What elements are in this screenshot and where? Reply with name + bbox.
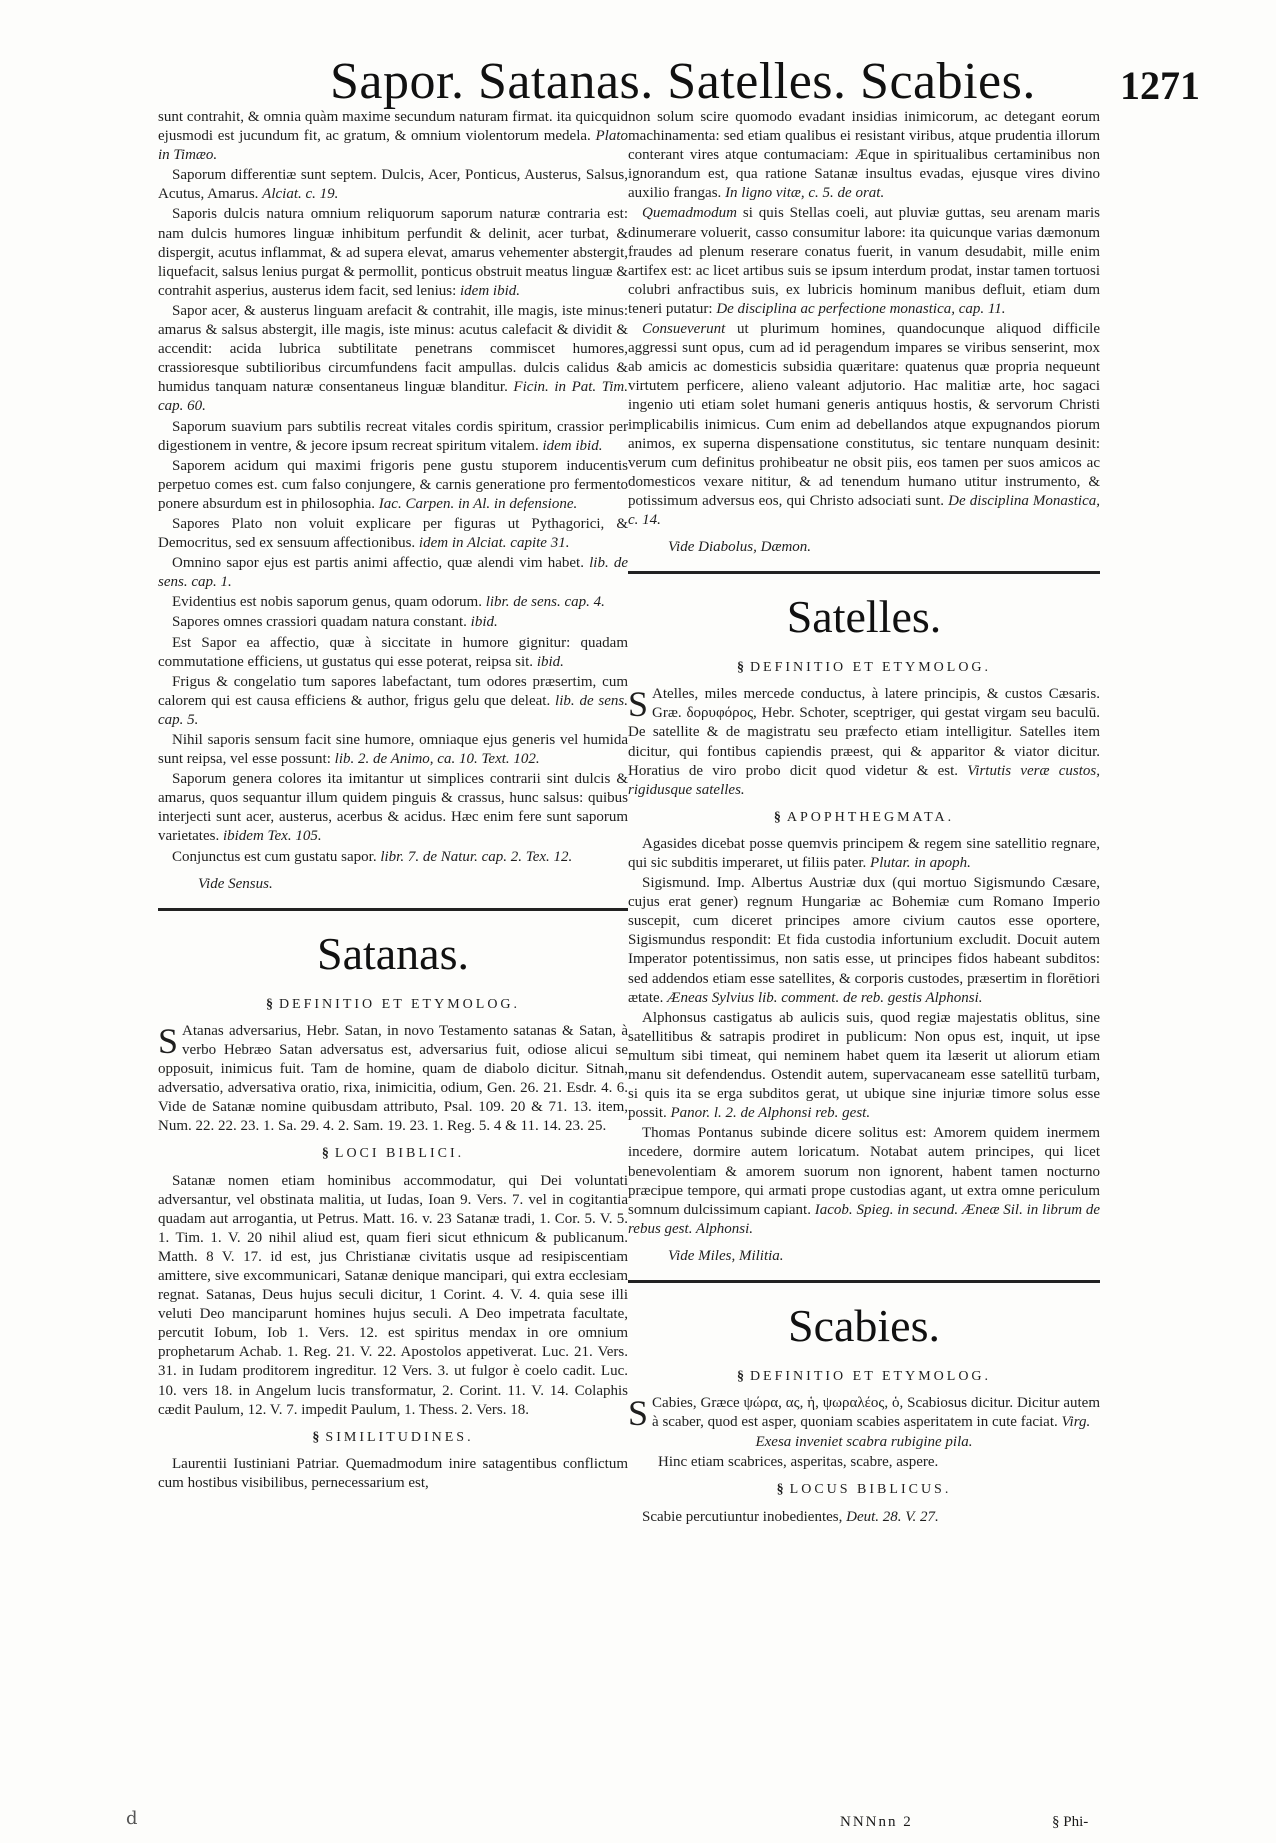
paragraph: Saporum suavium pars subtilis recreat vitales cordis spiritum, crassior per digestionem in ventre, & jecore ipsum recreat spiritum vitalem. idem ibid. bbox=[158, 418, 628, 454]
cross-reference: Vide Diabolus, Dæmon. bbox=[668, 539, 812, 556]
section-heading: § LOCUS BIBLICUS. bbox=[776, 1482, 952, 1498]
paragraph: Scabie percutiuntur inobedientes, Deut. 28. V. 27. bbox=[642, 1508, 939, 1525]
section-heading: § SIMILITUDINES. bbox=[312, 1429, 474, 1445]
drop-cap: S bbox=[158, 1020, 179, 1061]
paragraph: Sapores omnes crassiori quadam natura constant. ibid. bbox=[172, 614, 498, 631]
paragraph: Saporis dulcis natura omnium reliquorum saporum naturæ contraria est: nam dulcis humores linguæ inhibitum perfundit & delinit, acer turbat, & dispergit, acutus inflammat, & ad supera elevat, amarus vehementer abstergit, liquefacit, salsus lenius purgat & permollit, ponticus obstruit meatus linguæ & contrahit asperius, austerus idem facit, sed lenius: idem ibid. bbox=[158, 206, 628, 299]
section-heading: § APOPHTHEGMATA. bbox=[773, 809, 955, 825]
entry-title-satelles: Satelles. bbox=[786, 591, 942, 643]
signature-mark: NNNnn 2 bbox=[840, 1814, 913, 1830]
pilcrow-icon: § bbox=[736, 1368, 744, 1384]
section-heading: § DEFINITIO ET ETYMOLOG. bbox=[736, 1368, 992, 1384]
paragraph: Saporum genera colores ita imitantur ut simplices contrarii sint dulcis & amarus, quos sequantur illum quidem pinguis & crassus, hunc salsus: quibus interjecti sunt acer, austerus, acerbus & acidus. Hæc enim fere sunt saporum varietates. ibidem Tex. 105. bbox=[158, 771, 628, 845]
entry-title-scabies: Scabies. bbox=[787, 1299, 940, 1351]
right-column bbox=[628, 108, 1100, 1528]
pilcrow-icon: § bbox=[776, 1482, 784, 1498]
drop-cap: S bbox=[628, 684, 649, 725]
pilcrow-icon: § bbox=[321, 1146, 329, 1162]
catchword: § Phi- bbox=[1052, 1814, 1089, 1830]
section-heading: § DEFINITIO ET ETYMOLOG. bbox=[736, 660, 992, 676]
paragraph: Conjunctus est cum gustatu sapor. libr. 7. de Natur. cap. 2. Tex. 12. bbox=[172, 848, 573, 865]
page-number: 1271 bbox=[1120, 63, 1200, 108]
pilcrow-icon: § bbox=[265, 996, 273, 1012]
paragraph: Evidentius est nobis saporum genus, quam odorum. libr. de sens. cap. 4. bbox=[172, 594, 605, 611]
pilcrow-icon: § bbox=[736, 660, 744, 676]
cross-reference: Vide Sensus. bbox=[198, 875, 273, 892]
paragraph: non solum scire quomodo evadant insidias inimicorum, ac detegant eorum machinamenta: sed etiam qualibus ei resistant viribus, atque prudentia illorum conterant vires atque contumaciam: Æque in spiritualibus certaminibus non ignorandum est, qua ratione Satanæ insultus evadas, ejusque vires divino auxilio frangas. In ligno vitæ, c. 5. de orat. bbox=[628, 109, 1100, 202]
left-column bbox=[158, 108, 628, 1494]
section-rule bbox=[628, 1280, 1100, 1283]
paragraph: Omnino sapor ejus est partis animi affectio, quæ alendi vim habet. lib. de sens. cap. 1. bbox=[158, 555, 629, 591]
paragraph: Sapor acer, & austerus linguam arefacit & contrahit, ille magis, iste minus: amarus & salsus abstergit, ille magis, iste minus: acutus calefacit & dividit & accendit: acida lubrica subtilitate penetrans commiscet humores, crassioresque subtilioribus circumfundens facit ampullas. dulcis calidus & humidus tanquam naturæ consentaneus linguæ blanditur. Ficin. in Pat. Tim. cap. 60. bbox=[158, 302, 629, 415]
paragraph: Quemadmodum si quis Stellas coeli, aut pluviæ guttas, seu arenam maris dinumerare voluerit, casso consumitur labore: ita quicunque varias dæmonum fraudes ad plenum reserare conatus fuerit, in vanum desudabit, mille enim artifex est: ac licet artibus suis se ipsum interdum prodat, instar tamen tortuosi colubri anfractibus suis, ex lubricis hominum manibus defluit, etiam dum teneri putatur: De disciplina ac perfectione monastica, cap. 11. bbox=[628, 205, 1101, 317]
paragraph: Frigus & congelatio tum sapores labefactant, tum odores præsertim, cum calorem qui est causa efficiens & author, frigus gelu que deleat. lib. de sens. cap. 5. bbox=[158, 673, 629, 728]
text-line: Hinc etiam scabrices, asperitas, scabre, aspere. bbox=[658, 1454, 939, 1471]
pilcrow-icon: § bbox=[312, 1429, 320, 1445]
drop-cap: S bbox=[628, 1393, 649, 1434]
definition-paragraph: S Atanas adversarius, Hebr. Satan, in novo Testamento satanas & Satan, à verbo Hebræo Satan adversatus est, adversarius fuit, odiose alicui se opposuit, inimicus fuit. Tam de homine, quam de diabolo dicitur. Sitnah, adversatio, adversativa oratio, rixa, inimicitia, odium, Gen. 26. 21. Esdr. 4. 6. Vide de Satanæ nomine quibusdam attributo, Psal. 109. 20 & 71. 13. item, Num. 22. 22. 23. 1. Sa. 29. 4. 2. Sam. 19. 23. 1. Reg. 5. 4 & 11. 14. 23. 25. bbox=[158, 1020, 628, 1135]
section-heading: § DEFINITIO ET ETYMOLOG. bbox=[265, 996, 521, 1012]
definition-paragraph: S Atelles, miles mercede conductus, à latere principis, & custos Cæsaris. Græ. δορυφόρος, Hebr. Schoter, sceptriger, qui gestat virgam seu baculū. De satellite & de magistratu seu præfecto etiam intelligitur. Satelles item dicitur, qui fontibus capiendis præest, qui & apparitor & viator dicitur. Horatius de viro probo dicit quod videtur & est. Virtutis veræ custos, rigidusque satelles. bbox=[628, 684, 1101, 798]
paragraph: Consueverunt ut plurimum homines, quandocunque aliquod difficile aggressi sunt opus, cum ad id peragendum impares se viribus senserint, mox ab amicis ac domesticis subsidia quæritare: quatenus quæ propria nequeunt virtutem perficere, alieno valeant adjutorio. Hac malitiæ arte, hoc sagaci ingenio uti etiam solet humani generis antiquus hostis, & servorum Christi implicabilis inimicus. Cum enim ad debellandos atque expugnandos piorum animos, ex superna dispensatione constitutus, sic tentare nunquam desinit: verum cum definitus prohibeatur ne obsit piis, eos tamen per suos amicos ac domesticos vexare nititur, & ad tenendum humano utitur instrumento, & potissimum adversus eos, qui Christo adsociati sunt. De disciplina Monastica, c. 14. bbox=[628, 321, 1101, 528]
section-heading: § LOCI BIBLICI. bbox=[321, 1146, 465, 1162]
pilcrow-icon: § bbox=[773, 809, 781, 825]
paragraph: Alphonsus castigatus ab aulicis suis, quod regiæ majestatis oblitus, sine satellitibus & satrapis prodiret in publicum: Non opus est, inquit, ut ipse multum sibi timeat, qui neminem habet quem ita læserit ut aliorum etiam manu sit defendendus. Ostendit autem, supervacaneam esse satellitū turbam, si quis ita se erga subditos gerat, ut ubique sine injuriæ timore solus esse possit. Panor. l. 2. de Alphonsi reb. gest. bbox=[628, 1009, 1100, 1122]
verse-line: Exesa inveniet scabra rubigine pila. bbox=[755, 1434, 973, 1451]
paragraph: Sigismund. Imp. Albertus Austriæ dux (qui mortuo Sigismundo Cæsare, cujus erat gener) regnum Hungariæ ac Bohemiæ cum Romano Imperio suscepit, cum diceret principes amore civium cautos esse oportere, Sigismundus respondit: Et fida custodia infortunium excludit. Docuit autem Imperator potentissimus, non satis esse, ut principes fidos habeant subditos: sed addendos etiam esse satellites, & corporis custodes, præsertim in florētiori ætate. Æneas Sylvius lib. comment. de reb. gestis Alphonsi. bbox=[628, 875, 1100, 1006]
cross-reference: Vide Miles, Militia. bbox=[668, 1247, 784, 1264]
paragraph: sunt contrahit, & omnia quàm maxime secundum naturam firmat. ita quicquid ejusmodi est jucundum fit, ac gratum, & omnium violentorum medela. Plato in Timæo. bbox=[158, 109, 628, 164]
section-rule bbox=[158, 908, 628, 911]
paragraph: Laurentii Iustiniani Patriar. Quemadmodum inire satagentibus conflictum cum hostibus visibilibus, pernecessarium est, bbox=[158, 1455, 628, 1491]
corner-mark: d bbox=[126, 1808, 138, 1829]
paragraph: Thomas Pontanus subinde dicere solitus est: Amorem quidem inermem incedere, dormire autem loricatum. Notabat autem principes, qui licet benevolentiam & amorem suorum non ignorent, habent tamen nocturno præcipue tempore, qui armati prope custodias agant, ut extra omne periculum somnum dulcissimum capiant. Iacob. Spieg. in secund. Æneæ Sil. in librum de rebus gest. Alphonsi. bbox=[628, 1125, 1101, 1237]
entry-title-satanas: Satanas. bbox=[316, 927, 469, 979]
pilcrow-icon: § bbox=[1052, 1814, 1064, 1830]
definition-paragraph: S Cabies, Græce ψώρα, ας, ἡ, ψωραλέος, ὁ, Scabiosus dicitur. Dicitur autem à scaber, quod est asper, quoniam scabies asperitatem in cute faciat. Virg. bbox=[628, 1393, 1100, 1434]
paragraph: Agasides dicebat posse quemvis principem & regem sine satellitio regnare, qui sic subditis imperaret, ut filiis pater. Plutar. in apoph. bbox=[628, 835, 1100, 871]
running-head: Sapor. Satanas. Satelles. Scabies. bbox=[330, 53, 1036, 110]
paragraph: Sapores Plato non voluit explicare per figuras ut Pythagorici, & Democritus, sed ex sensuum affectionibus. idem in Alciat. capite 31. bbox=[158, 515, 628, 552]
section-rule bbox=[628, 571, 1100, 574]
paragraph: Saporem acidum qui maximi frigoris pene gustu stuporem inducentis perpetuo comes est. cum falso conjungere, & carnis generatione pro fermento ponere absurdum est in philosophia. Iac. Carpen. in Al. in defensione. bbox=[158, 457, 628, 512]
paragraph: Satanæ nomen etiam hominibus accommodatur, qui Dei voluntati adversantur, vel obstinata malitia, ut Iudas, Ioan 9. Vers. 7. vel in cogitantia quadam aut arrogantia, ut Petrus. Matt. 16. v. 23 Satanæ tradi, 1. Cor. 5. V. 5. 1. Tim. 1. V. 20 nihil aliud est, quam fieri sicut ethnicum & publicanum. Matth. 8 V. 17. id est, jus Christianæ civitatis usque ad resipiscentiam amittere, sive excommunicari, Satanæ denique mancipari, qui extra ecclesiam regnat. Satanas, Deus hujus seculi dicitur, 1 Corint. 4. V. 4. quia sese illi veluti Deo manciparunt homines hujus seculi. A Deo impetrata facultate, percutit Iobum, Iob 1. Vers. 12. est spiritus mendax in ore omnium prophetarum Achab. 1. Reg. 21. V. 22. Apostolos appetiverat. Luc. 21. Vers. 31. in Iudam proditorem ingreditur. 12 Vers. 3. ut fulgor è coelo cadit. Luc. 10. vers 18. in Angelum lucis transformatur, 2. Corint. 11. V. 14. Colaphis cædit Paulum, 12. V. 7. impedit Paulum, 1. Thess. 2. Vers. 18. bbox=[158, 1172, 628, 1418]
paragraph: Est Sapor ea affectio, quæ à siccitate in humore gignitur: quadam commutatione efficiens, ut gustatus qui esse poterat, reipsa sit. ibid. bbox=[158, 634, 628, 670]
paragraph: Nihil saporis sensum facit sine humore, omniaque ejus generis vel humida sunt reipsa, vel esse possunt: lib. 2. de Animo, ca. 10. Text. 102. bbox=[158, 732, 628, 768]
paragraph: Saporum differentiæ sunt septem. Dulcis, Acer, Ponticus, Austerus, Salsus, Acutus, Amarus. Alciat. c. 19. bbox=[158, 167, 628, 203]
